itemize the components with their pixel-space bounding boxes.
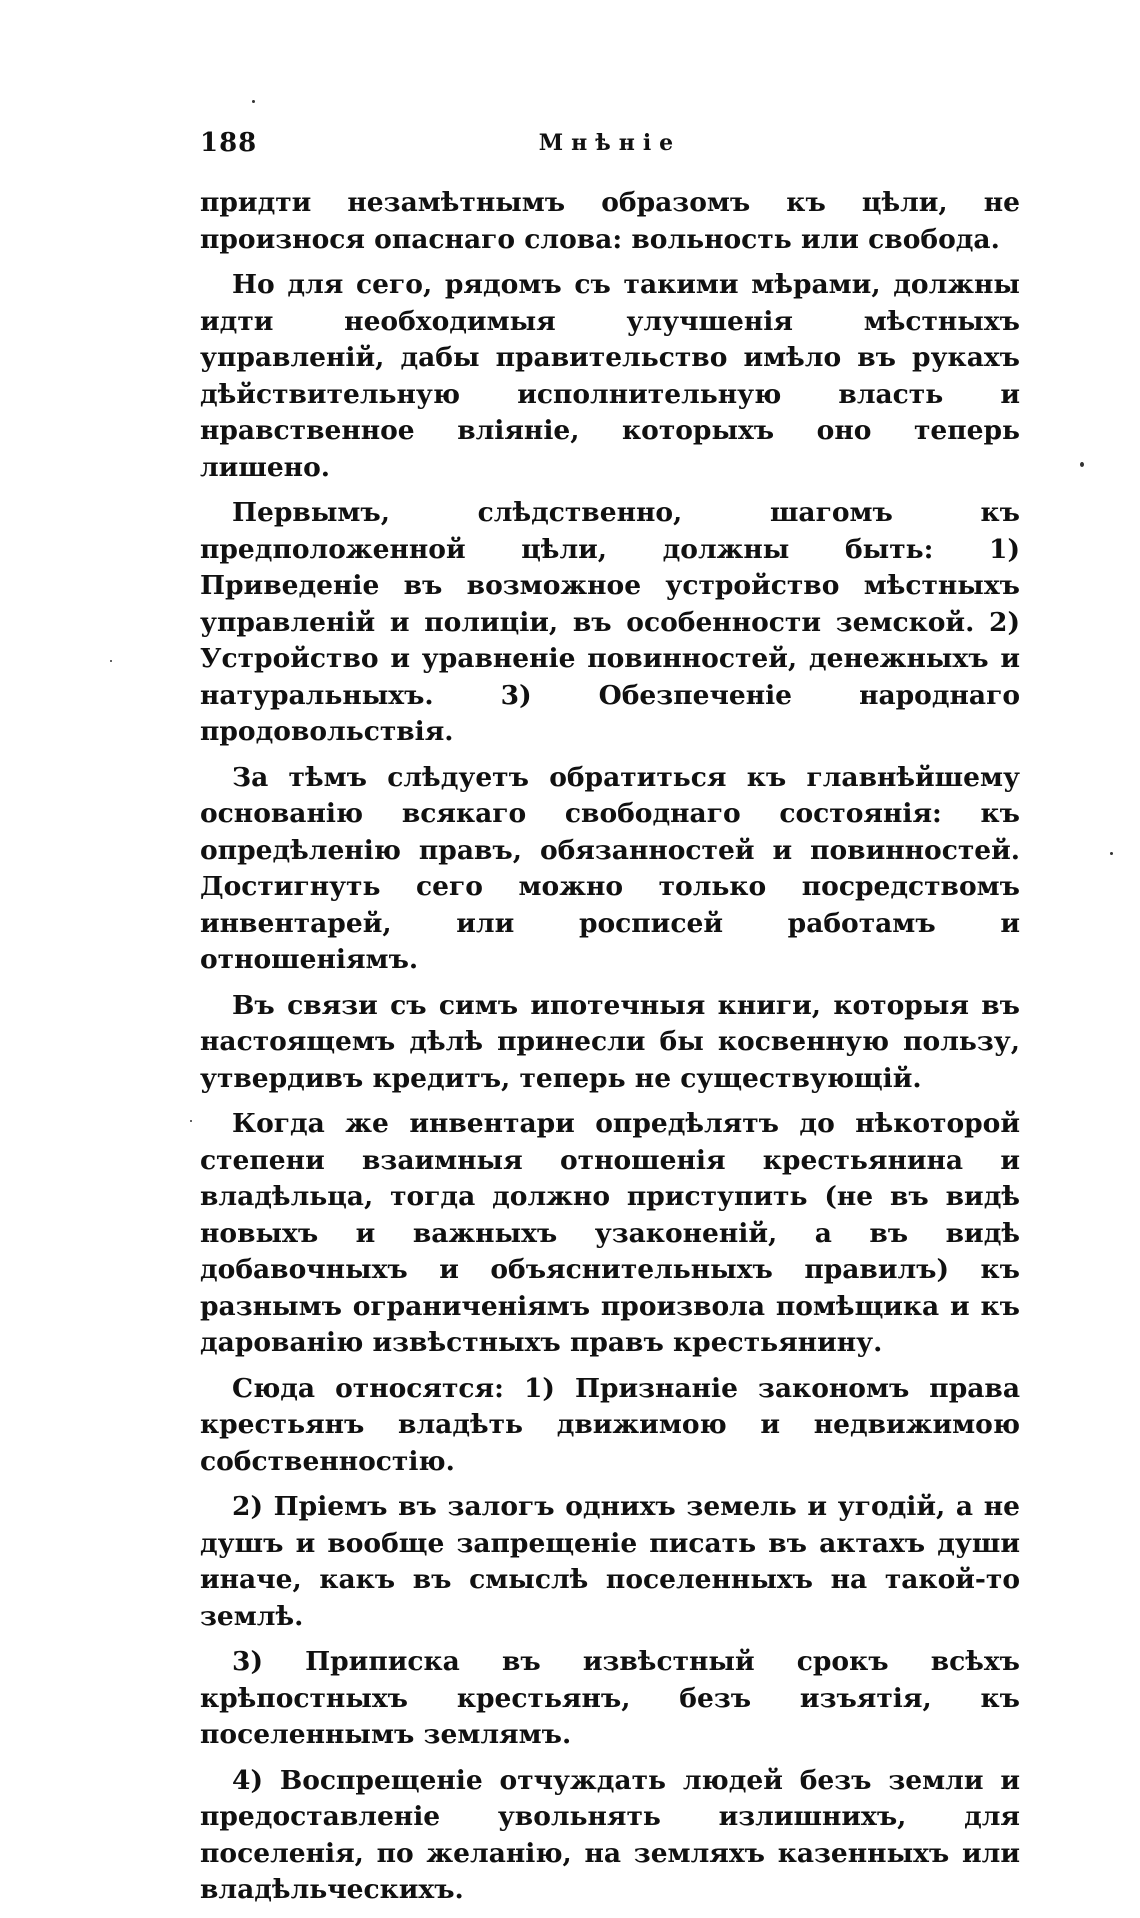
running-title: Мнѣніе [538,130,682,156]
paragraph: 4) Воспрещеніе отчуждать людей безъ земли и предоставленіе увольнять излишнихъ, для поселенія, по желанію, на земляхъ казенныхъ или владѣльческихъ. [200,1764,1020,1905]
paragraph: Въ связи съ симъ ипотечныя книги, которыя въ настоящемъ дѣлѣ принесли бы косвенную пользу, утвердивъ кредитъ, теперь не существующій. [200,989,1020,1094]
scan-speck [1110,852,1113,855]
paragraph: Первымъ, слѣдственно, шагомъ къ предположенной цѣли, должны быть: 1) Приведеніе въ возможное устройство мѣстныхъ управленій и полиціи, въ особенности земской. 2) Устройство и уравненіе повинностей, денежныхъ и натуральныхъ. 3) Обезпеченіе народнаго продовольствія. [200,497,1020,747]
paragraph: За тѣмъ слѣдуетъ обратиться къ главнѣйшему основанію всякаго свободнаго состоянія: къ опредѣленію правъ, обязанностей и повинностей. Достигнуть сего можно только посредствомъ инвентарей, или росписей работамъ и отношеніямъ. [200,761,1020,975]
scan-speck [110,660,112,662]
scan-speck [1080,462,1084,467]
paragraph: 3) Приписка въ извѣстный срокъ всѣхъ крѣпостныхъ крестьянъ, безъ изъятія, къ поселеннымъ землямъ. [200,1646,1020,1750]
paragraph: Когда же инвентари опредѣлятъ до нѣкоторой степени взаимныя отношенія крестьянина и владѣльца, тогда должно приступить (не въ видѣ новыхъ и важныхъ узаконеній, а въ видѣ добавочныхъ и объяснительныхъ правилъ) къ разнымъ ограниченіямъ произвола помѣщика и къ дарованію извѣстныхъ правъ крестьянину. [200,1108,1020,1358]
paragraph: придти незамѣтнымъ образомъ къ цѣли, не произнося опаснаго слова: вольность или свобода. [200,187,1020,255]
paragraph: Сюда относятся: 1) Признаніе закономъ права крестьянъ владѣть движимою и недвижимою собственностію. [200,1372,1020,1477]
scan-speck [252,100,255,103]
page-header [200,128,1020,168]
paragraph: Но для сего, рядомъ съ такими мѣрами, должны идти необходимыя улучшенія мѣстныхъ управленій, дабы правительство имѣло въ рукахъ дѣйствительную исполнительную власть и нравственное вліяніе, которыхъ оно теперь лишено. [200,269,1020,483]
scan-speck [190,1120,192,1122]
paragraph: 2) Пріемъ въ залогъ однихъ земель и угодій, а не душъ и вообще запрещеніе писать въ актахъ души иначе, какъ въ смыслѣ поселенныхъ на такой-то землѣ. [200,1491,1020,1632]
page-number: 188 [200,128,258,158]
body-text [200,185,1020,1918]
